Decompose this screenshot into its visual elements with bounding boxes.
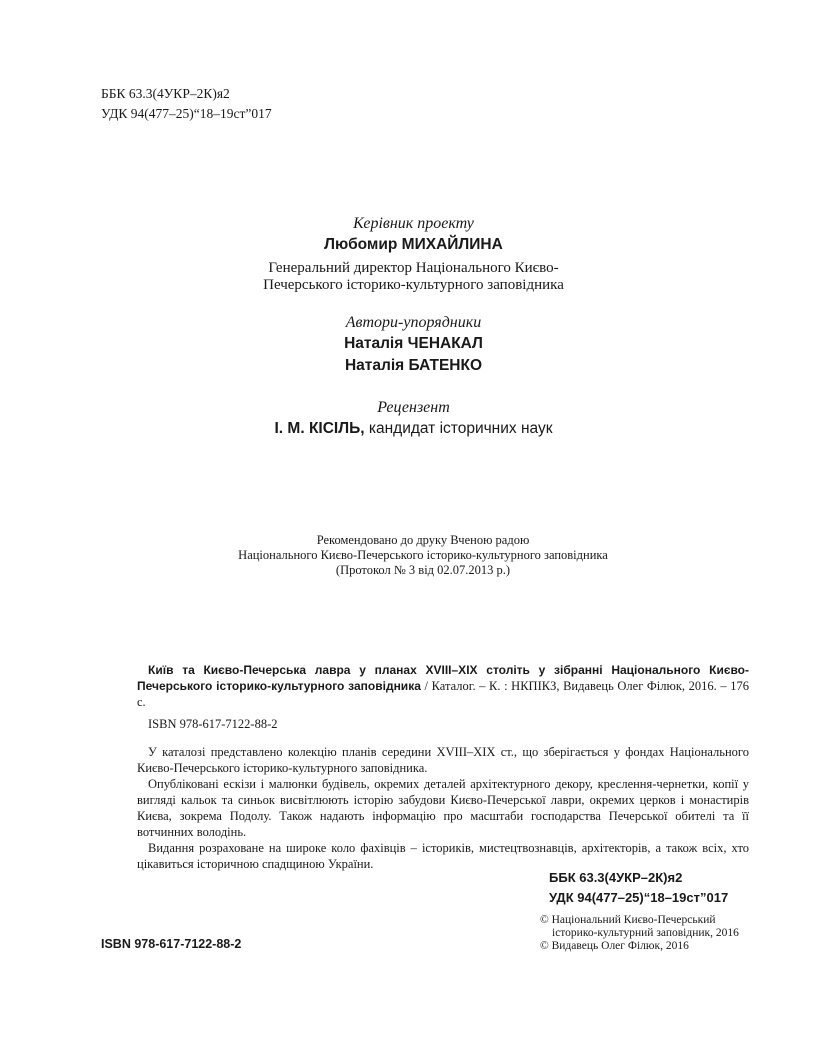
- biblio-entry: [137, 662, 749, 710]
- recommendation-line-1: Рекомендовано до друку Вченою радою: [316, 533, 530, 547]
- project-lead-name: Любомир МИХАЙЛИНА: [324, 236, 503, 253]
- project-lead-position-2: Печерського історико-культурного заповідника: [263, 277, 564, 293]
- annotation-paragraph-1: У каталозі представлено колекцію планів середини XVIII–XIX ст., що зберігається у фондах Національного Києво-Печерського історико-культурного заповідника.: [137, 745, 749, 775]
- reviewer-name: І. М. КІСІЛЬ,: [274, 420, 365, 437]
- reviewer-title: кандидат історичних наук: [364, 420, 553, 437]
- copyright-line-1: © Національний Києво-Печерський: [540, 914, 716, 926]
- bottom-classification-codes: [549, 868, 728, 908]
- top-classification-codes: [101, 84, 272, 124]
- bottom-udk-code: УДК 94(477–25)“18–19ст”017: [549, 890, 729, 905]
- reviewer-block: [0, 398, 827, 440]
- project-lead-block: [0, 214, 827, 294]
- biblio-isbn: ISBN 978-617-7122-88-2: [148, 717, 278, 731]
- recommendation-line-3: (Протокол № 3 від 02.07.2013 р.): [335, 563, 511, 577]
- top-udk-code: УДК 94(477–25)“18–19ст”017: [101, 106, 272, 121]
- copyright-line-3: © Видавець Олег Філюк, 2016: [540, 940, 689, 952]
- compilers-role: Автори-упорядники: [345, 314, 482, 331]
- reviewer-line: [0, 418, 827, 440]
- reviewer-role: Рецензент: [377, 399, 450, 416]
- annotation-paragraph-2: Опубліковані ескізи і малюнки будівель, окремих деталей архітектурного декору, креслення-чернетки, копії у вигляді кальок та синьок висвітлюють історію забудови Києво-Печерської лаври, окремих церков і монастирів Києва, зокрема Подолу. Також надають інформацію про масштаби господарства Печерської обителі та її вотчинних володінь.: [137, 777, 749, 839]
- book-title: Київ та Києво-Печерська лавра у планах XVIII–XIX століть у зібранні Національного Києво-Печерського історико-культурного заповідника: [137, 663, 749, 693]
- copyright-line-2: історико-культурний заповідник, 2016: [552, 927, 739, 939]
- isbn-bottom: ISBN 978-617-7122-88-2: [101, 937, 242, 951]
- bottom-bbk-code: ББК 63.3(4УКР–2К)я2: [549, 870, 683, 885]
- bibliographic-description: [137, 662, 749, 872]
- book-details: / Каталог. – К. : НКПІКЗ, Видавець Олег Філюк, 2016. – 176 с.: [137, 679, 750, 709]
- compilers-block: [0, 313, 827, 377]
- project-lead-role: Керівник проекту: [353, 215, 474, 232]
- project-lead-position-1: Генеральний директор Національного Києво-: [268, 260, 559, 276]
- compiler-name-1: Наталія ЧЕНАКАЛ: [344, 335, 483, 352]
- annotation-paragraph-3: Видання розраховане на широке коло фахівців – істориків, мистецтвознавців, архітекторів, а також всіх, хто цікавиться історичною спадщиною України.: [137, 841, 749, 871]
- copyright-block: [540, 914, 739, 953]
- compiler-name-2: Наталія БАТЕНКО: [344, 357, 483, 374]
- recommendation-block: [0, 533, 827, 578]
- recommendation-line-2: Національного Києво-Печерського історико-культурного заповідника: [238, 548, 608, 562]
- top-bbk-code: ББК 63.3(4УКР–2К)я2: [101, 86, 230, 101]
